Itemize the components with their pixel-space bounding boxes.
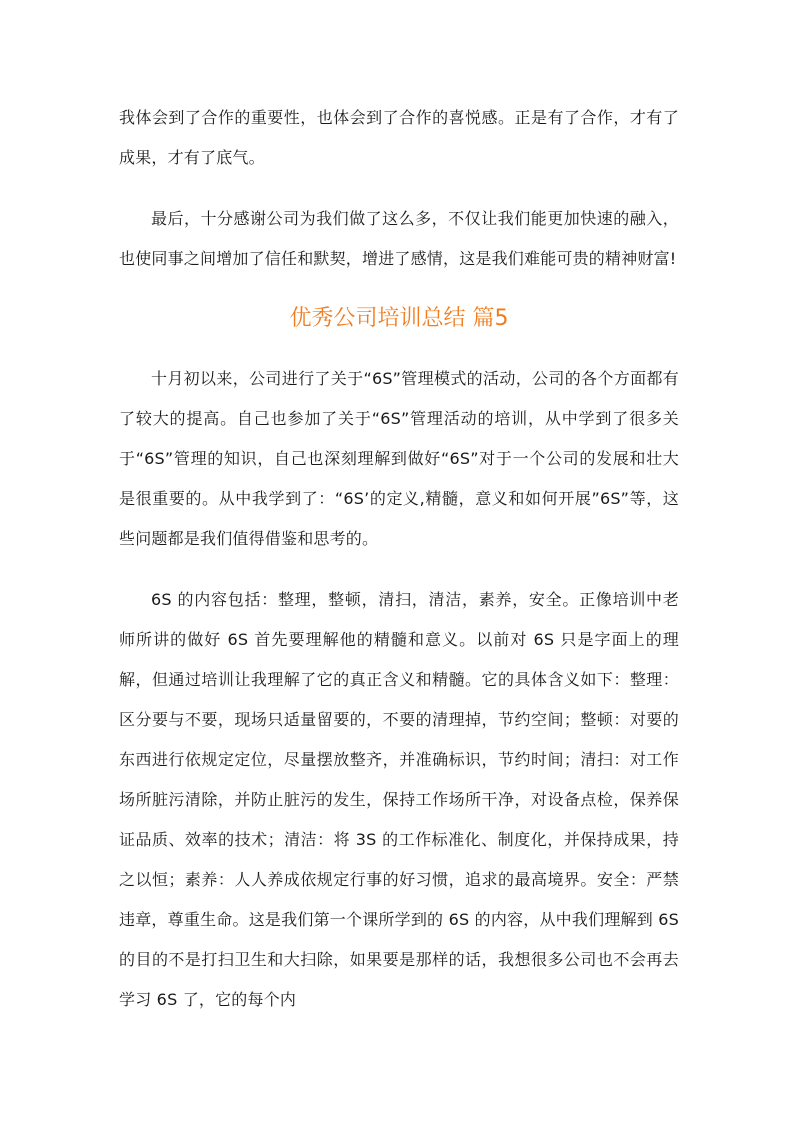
section-heading: 优秀公司培训总结 篇5 — [289, 306, 509, 331]
paragraph-6s-intro: 十月初以来，公司进行了关于“6S”管理模式的活动，公司的各个方面都有了较大的提高。自己也参加了关于“6S”管理活动的培训，从中学到了很多关于“6S”管理的知识，自己也深刻理解到做好“6S”对于一个公司的发展和壮大是很重要的。从中我学到了：“6S’的定义,精髓，意义和如何开展”6S”等，这些问题都是我们值得借鉴和思考的。 — [119, 369, 679, 548]
paragraph-6s-content: 6S 的内容包括：整理，整顿，清扫，清洁，素养，安全。正像培训中老师所讲的做好 6S 首先要理解他的精髓和意义。以前对 6S 只是字面上的理解，但通过培训让我理解了它的真正含义和精髓。它的具体含义如下：整理：区分要与不要，现场只适量留要的，不要的清理掉，节约空间；整顿：对要的东西进行依规定定位，尽量摆放整齐，并准确标识，节约时间；清扫：对工作场所脏污清除，并防止脏污的发生，保持工作场所干净，对设备点检，保养保证品质、效率的技术；清洁：将 3S 的工作标准化、制度化，并保持成果，持之以恒；素养：人人养成依规定行事的好习惯，追求的最高境界。安全：严禁违章，尊重生命。这是我们第一个课所学到的 6S 的内容，从中我们理解到 6S 的目的不是打扫卫生和大扫除，如果要是那样的话，我想很多公司也不会再去学习 6S 了，它的每个内 — [119, 590, 679, 1009]
document-body — [119, 98, 679, 1020]
paragraph-continuation: 我体会到了合作的重要性，也体会到了合作的喜悦感。正是有了合作，才有了成果，才有了底气。 — [119, 108, 679, 167]
paragraph-closing-thanks: 最后，十分感谢公司为我们做了这么多，不仅让我们能更加快速的融入，也使同事之间增加了信任和默契，增进了感情，这是我们难能可贵的精神财富! — [119, 209, 679, 268]
